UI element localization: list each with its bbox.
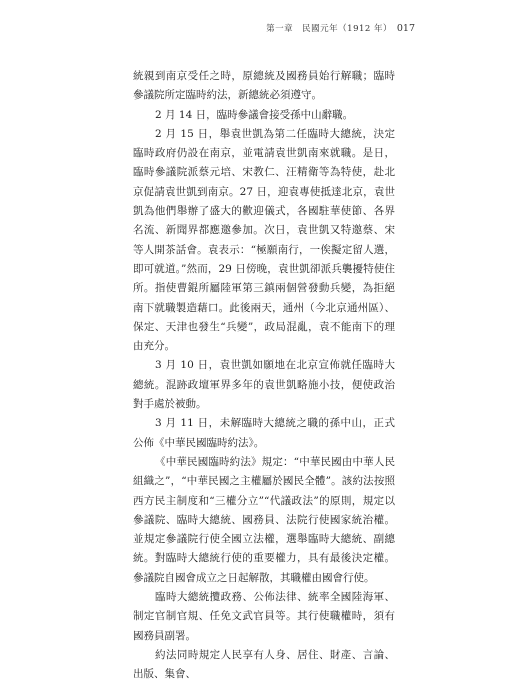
paragraph: 2 月 14 日，臨時參議會接受孫中山辭職。: [155, 108, 354, 121]
paragraph: 臨時大總統攬政務、公佈法律、統率全國陸海軍、制定官制官規、任免文武官員等。其行使職權時，須有國務員副署。: [133, 591, 395, 642]
paragraph: 統親到南京受任之時，原總統及國務員始行解職；臨時參議院所定臨時約法，新總統必須遵守。: [133, 70, 395, 102]
paragraph: 《中華民國臨時約法》規定：“中華民國由中華人民組織之”，“中華民國之主權屬於國民全體”。該約法按照西方民主制度和“三權分立”“代議政法”的原則，規定以參議院、臨時大總統、國務員、法院行使國家統治權。並規定參議院行使全國立法權，選舉臨時大總統、副總統。對臨時大總統行使的重要權力，具有最後決定權。參議院自國會成立之日起解散，其職權由國會行使。: [133, 455, 395, 584]
page-header: [0, 22, 520, 36]
running-head: 第一章 民國元年（1912 年）: [266, 24, 392, 34]
body-text: [133, 67, 395, 685]
paragraph: 約法同時規定人民享有人身、居住、財產、言論、出版、集會、: [133, 648, 395, 681]
page-number: 017: [396, 23, 415, 34]
paragraph: 2 月 15 日，舉袁世凱為第二任臨時大總統，決定臨時政府仍設在南京，並電請袁世凱南來就職。是日，臨時參議院派蔡元培、宋教仁、汪精衛等為特使，赴北京促請袁世凱到南京。27 日，迎袁專使抵達北京，袁世凱為他們舉辦了盛大的歡迎儀式，各國駐華使節、各界名流、新聞界都應邀參加。次日，袁世凱又特邀蔡、宋等人開茶話會。袁表示：“極願南行，一俟擬定留人選，即可就道。”然而，29 日傍晚，袁世凱卻派兵襲擾特使住所。指使曹錕所屬陸軍第三鎮兩個營發動兵變，為拒絕南下就職製造藉口。此後兩天，通州（今北京通州區）、保定、天津也發生“兵變”，政局混亂，袁不能南下的理由充分。: [133, 127, 395, 353]
paragraph: 3 月 10 日，袁世凱如願地在北京宣佈就任臨時大總統。混跡政壇軍界多年的袁世凱略施小技，便使政治對手處於被動。: [133, 359, 395, 411]
paragraph: 3 月 11 日，未解臨時大總統之職的孫中山，正式公佈《中華民國臨時約法》。: [133, 417, 395, 449]
